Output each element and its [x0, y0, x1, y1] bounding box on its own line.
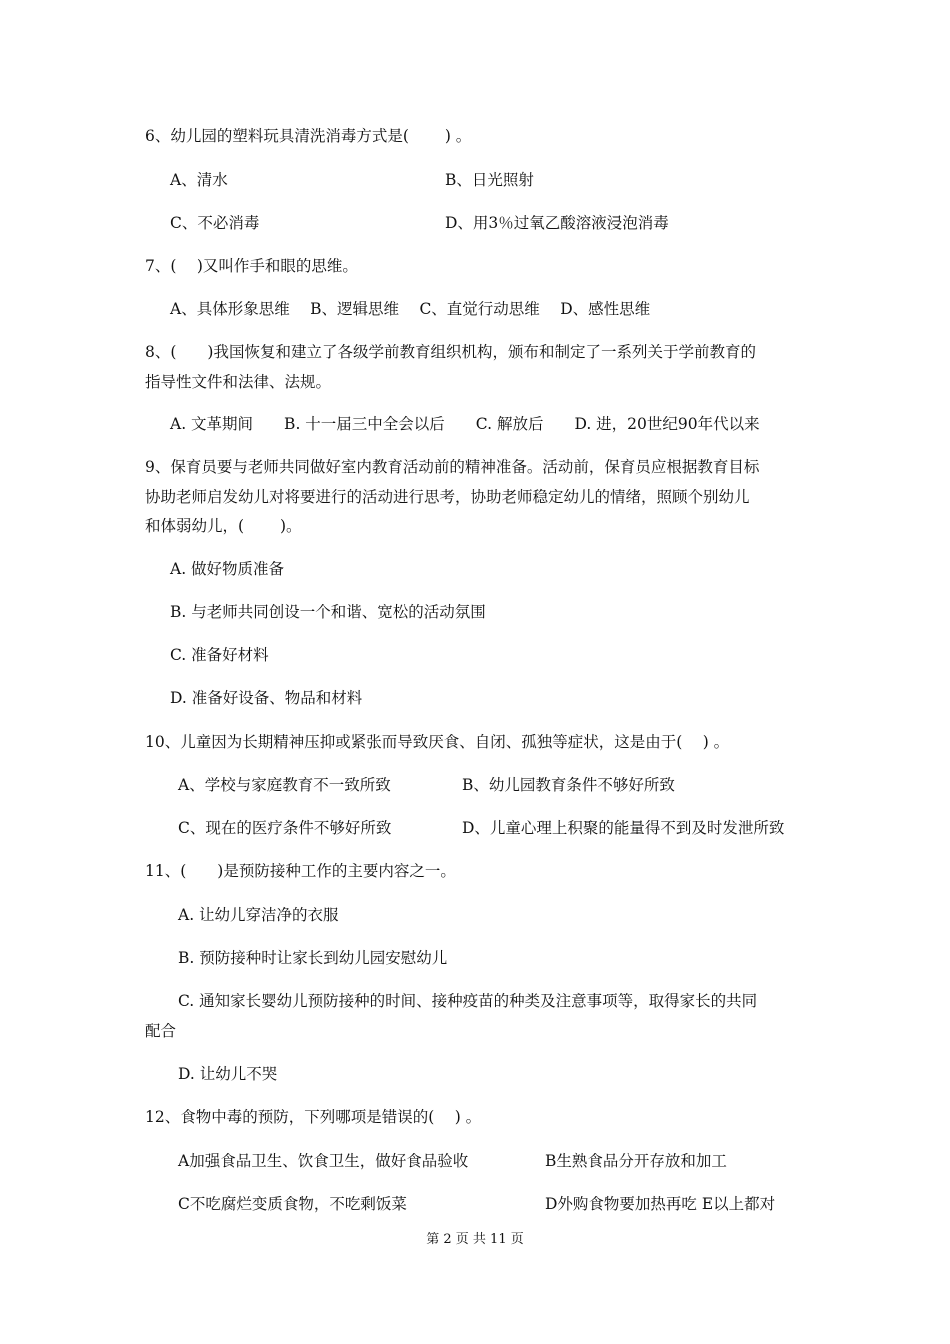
question-9-stem-line-2: 协助老师启发幼儿对将要进行的活动进行思考，协助老师稳定幼儿的情绪，照顾个别幼儿	[145, 488, 750, 506]
question-10-option-b: B、幼儿园教育条件不够好所致	[462, 776, 675, 794]
question-11-stem: 11、( )是预防接种工作的主要内容之一。	[145, 862, 456, 880]
question-9-stem-line-3: 和体弱幼儿，( )。	[145, 517, 302, 535]
question-6-option-a: A、清水	[170, 171, 228, 189]
question-8-stem-line-1: 8、( )我国恢复和建立了各级学前教育组织机构，颁布和制定了一系列关于学前教育的	[145, 343, 756, 361]
question-12-option-c: C不吃腐烂变质食物，不吃剩饭菜	[178, 1195, 407, 1213]
question-12-option-b: B生熟食品分开存放和加工	[545, 1152, 727, 1170]
question-11-option-c-line-2: 配合	[145, 1022, 177, 1040]
question-6-stem: 6、幼儿园的塑料玩具清洗消毒方式是( ) 。	[145, 127, 472, 145]
question-9-option-b: B. 与老师共同创设一个和谐、宽松的活动氛围	[170, 603, 486, 621]
question-11-option-b: B. 预防接种时让家长到幼儿园安慰幼儿	[178, 949, 448, 967]
question-10-stem: 10、儿童因为长期精神压抑或紧张而导致厌食、自闭、孤独等症状，这是由于( ) 。	[145, 733, 730, 751]
question-12-option-a: A加强食品卫生、饮食卫生，做好食品验收	[178, 1152, 469, 1170]
question-7-options: A、具体形象思维 B、逻辑思维 C、直觉行动思维 D、感性思维	[170, 300, 651, 318]
question-9-option-d: D. 准备好设备、物品和材料	[170, 689, 363, 707]
question-9-option-c: C. 准备好材料	[170, 646, 269, 664]
question-11-option-a: A. 让幼儿穿洁净的衣服	[178, 906, 339, 924]
question-6-option-b: B、日光照射	[445, 171, 534, 189]
question-6-option-d: D、用3％过氧乙酸溶液浸泡消毒	[445, 214, 669, 232]
page-footer: 第 2 页 共 11 页	[426, 1232, 524, 1247]
question-6-option-c: C、不必消毒	[170, 214, 260, 232]
question-12-option-d: D外购食物要加热再吃 E以上都对	[545, 1195, 776, 1213]
question-8-stem-line-2: 指导性文件和法律、法规。	[145, 373, 332, 391]
question-11-option-d: D. 让幼儿不哭	[178, 1065, 278, 1083]
question-8-options: A. 文革期间 B. 十一届三中全会以后 C. 解放后 D. 进，20世纪90年代以来	[170, 415, 760, 433]
question-9-option-a: A. 做好物质准备	[170, 560, 285, 578]
question-10-option-c: C、现在的医疗条件不够好所致	[178, 819, 392, 837]
question-10-option-a: A、学校与家庭教育不一致所致	[178, 776, 391, 794]
question-9-stem-line-1: 9、保育员要与老师共同做好室内教育活动前的精神准备。活动前，保育员应根据教育目标	[145, 458, 760, 476]
question-7-stem: 7、( )又叫作手和眼的思维。	[145, 257, 358, 275]
question-11-option-c-line-1: C. 通知家长婴幼儿预防接种的时间、接种疫苗的种类及注意事项等，取得家长的共同	[178, 992, 758, 1010]
question-10-option-d: D、儿童心理上积聚的能量得不到及时发泄所致	[462, 819, 785, 837]
question-12-stem: 12、食物中毒的预防，下列哪项是错误的( ) 。	[145, 1108, 482, 1126]
